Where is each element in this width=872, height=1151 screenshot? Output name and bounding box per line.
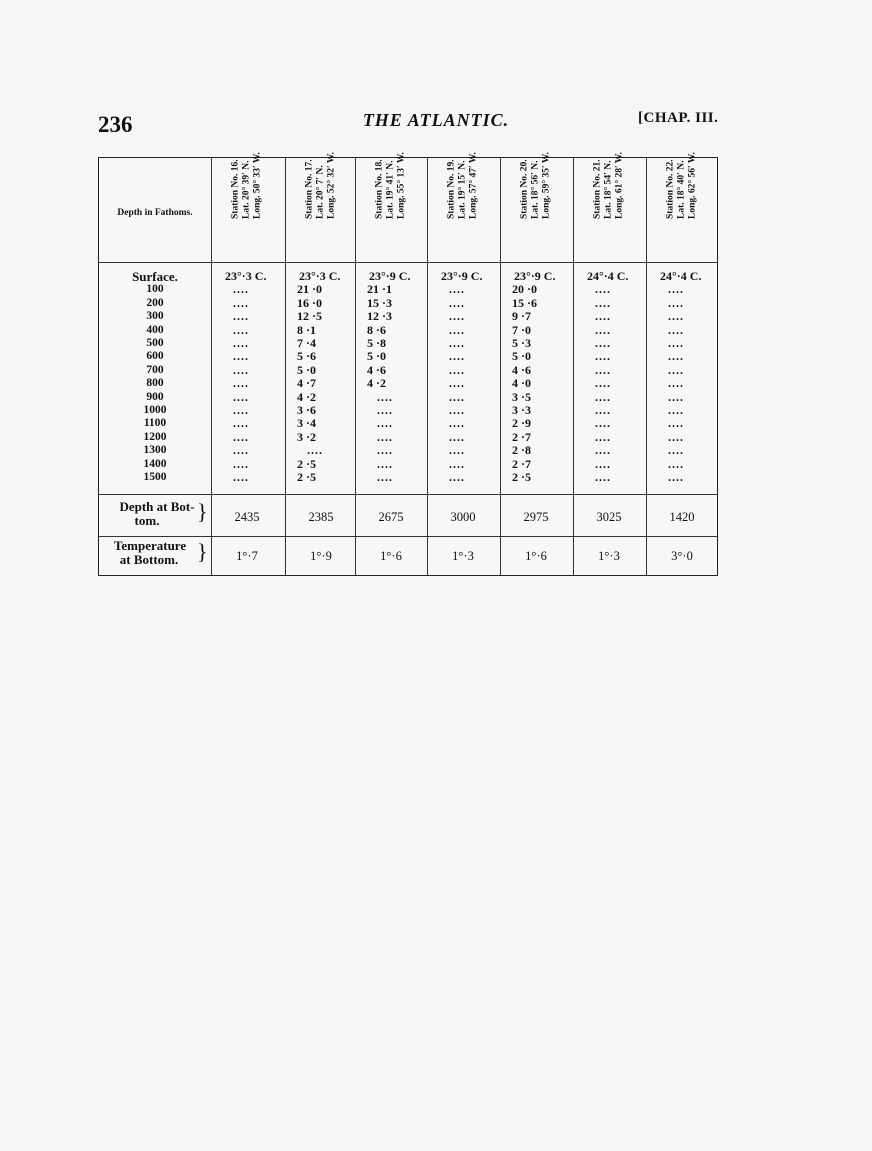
station-lat: Lat. 18° 56′ N. [530,160,541,219]
depth-temperature: 12 ·3 [367,309,393,324]
depth-temperature: 3 ·2 [297,429,317,444]
depth-label: Surface. [132,269,178,284]
station-header-text [375,152,408,219]
depth-temperature: 2 ·7 [512,429,532,444]
empty-cell: .... [595,403,611,417]
station-lat: Lat. 18° 40′ N. [676,160,687,219]
depth-label: 900 [146,390,164,403]
empty-cell: .... [595,309,611,324]
empty-cell: .... [595,456,611,471]
depth-temperature: 2 ·5 [512,470,532,484]
empty-cell: .... [233,429,249,444]
depth-label: 1500 [143,471,167,483]
temp-at-bottom-value: 1°·9 [310,549,332,563]
empty-cell: .... [233,309,249,324]
station-header [355,152,427,262]
empty-cell: .... [449,295,465,310]
station-station: Station No. 19. [446,159,457,219]
depth-temperature: 4 ·6 [512,362,532,377]
page-header [0,108,872,142]
header-rule [99,262,717,263]
depth-at-bottom-value: 1420 [669,510,695,524]
station-header [573,152,645,262]
station-header [500,152,572,262]
empty-cell: .... [595,470,611,484]
depth-at-bottom-value: 3000 [450,510,476,524]
depth-temperature: 16 ·0 [297,295,323,310]
empty-cell: .... [668,336,684,350]
empty-cell: .... [449,403,465,417]
station-header-text [593,152,626,219]
empty-cell: .... [233,349,249,364]
empty-cell: .... [377,429,393,444]
chapter-marker: [CHAP. III. [638,110,719,126]
empty-cell: .... [449,309,465,324]
depth-temperature: 5 ·6 [297,349,317,364]
empty-cell: .... [449,336,465,350]
station-lat: Lat. 20° 39′ N. [241,160,252,219]
empty-cell: .... [668,322,684,337]
empty-cell: .... [595,349,611,364]
empty-cell: .... [233,470,249,484]
empty-cell: .... [449,429,465,444]
empty-cell: .... [233,295,249,310]
empty-cell: .... [233,282,249,297]
depth-temperature: 3 ·5 [512,389,532,404]
depth-label: 1000 [143,404,167,416]
depth-temperature: 21 ·0 [297,282,323,297]
empty-cell: .... [668,456,684,471]
depth-temperature: 8 ·1 [297,322,317,337]
station-header-text [305,152,338,219]
depth-temperature: 2 ·7 [512,456,532,471]
depth-at-bottom-value: 2435 [234,510,260,524]
empty-cell: .... [377,470,393,484]
empty-cell: .... [595,416,611,431]
surface-temperature: 24°·4 C. [587,269,629,283]
depth-temperature: 7 ·0 [512,322,532,337]
empty-cell: .... [449,322,465,337]
station-header [211,152,283,262]
empty-cell: .... [668,403,684,417]
empty-cell: .... [449,389,465,404]
empty-cell: .... [449,416,465,431]
depth-temperature: 4 ·2 [367,376,387,391]
depth-temperature: 20 ·0 [512,282,538,297]
depth-temperature: 5 ·0 [512,349,532,364]
station-long: Long. 52° 32′ W. [326,152,337,219]
depth-temperature: 4 ·6 [367,362,387,377]
depth-temperature: 15 ·6 [512,295,538,310]
depth-at-bottom-value: 3025 [596,510,622,524]
empty-cell: .... [377,443,393,458]
depth-row-rule [99,536,717,537]
empty-cell: .... [377,416,393,431]
station-lat: Lat. 20° 7′ N. [315,165,326,219]
depth-label: 200 [146,296,164,309]
depth-temperature: 21 ·1 [367,282,393,297]
depth-label: 300 [146,310,164,323]
depth-label: 800 [146,377,164,390]
depth-temperature: 3 ·6 [297,403,317,417]
station-lat: Lat. 19° 15′ N. [457,160,468,219]
temp-at-bottom-value: 1°·3 [452,549,474,563]
body-rule [99,494,717,495]
surface-temperature: 23°·3 C. [299,269,341,283]
empty-cell: .... [449,376,465,391]
depth-temperature: 15 ·3 [367,295,393,310]
empty-cell: .... [233,416,249,431]
empty-cell: .... [449,362,465,377]
empty-cell: .... [377,403,393,417]
station-lat: Lat. 19° 41′ N. [385,160,396,219]
depth-temperature: 5 ·0 [297,362,317,377]
empty-cell: .... [595,376,611,391]
depth-label: 1200 [143,430,167,443]
station-header [285,152,357,262]
empty-cell: .... [307,443,323,458]
surface-temperature: 23°·3 C. [225,269,267,283]
depth-temperature: 9 ·7 [512,309,532,324]
station-header-text [520,152,553,219]
empty-cell: .... [377,456,393,471]
empty-cell: .... [668,389,684,404]
depth-temperature: 5 ·3 [512,336,532,350]
surface-temperature: 23°·9 C. [441,269,483,283]
empty-cell: .... [668,470,684,484]
temp-at-bottom-value: 1°·3 [598,549,620,563]
station-station: Station No. 22. [665,159,676,219]
empty-cell: .... [668,309,684,324]
empty-cell: .... [595,336,611,350]
depth-column-header: Depth in Fathoms. [117,208,193,218]
empty-cell: .... [595,322,611,337]
empty-cell: .... [595,282,611,297]
empty-cell: .... [233,403,249,417]
temperature-table [98,152,718,576]
station-header-text [231,152,264,219]
empty-cell: .... [233,456,249,471]
depth-temperature: 2 ·5 [297,456,317,471]
station-lat: Lat. 18° 54′ N. [603,160,614,219]
empty-cell: .... [233,443,249,458]
depth-temperature: 8 ·6 [367,322,387,337]
brace-icon: } [197,499,208,524]
empty-cell: .... [449,349,465,364]
station-header [427,152,499,262]
surface-temperature: 23°·9 C. [369,269,411,283]
empty-cell: .... [449,470,465,484]
depth-temperature: 5 ·8 [367,336,387,350]
temp-at-bottom-value: 3°·0 [671,549,693,563]
depth-at-bottom-value: 2385 [308,510,334,524]
depth-temperature: 12 ·5 [297,309,323,324]
station-long: Long. 62° 56′ W. [687,152,698,219]
empty-cell: .... [595,389,611,404]
page-number: 236 [98,112,133,137]
depth-temperature: 4 ·2 [297,389,317,404]
empty-cell: .... [668,362,684,377]
empty-cell: .... [449,282,465,297]
empty-cell: .... [233,322,249,337]
empty-cell: .... [233,376,249,391]
depth-at-bottom-label-2: tom. [134,513,160,528]
depth-temperature: 4 ·7 [297,376,317,391]
depth-temperature: 4 ·0 [512,376,532,391]
station-long: Long. 57° 47′ W. [468,152,479,219]
station-long: Long. 50° 33′ W. [252,152,263,219]
station-station: Station No. 17. [304,159,315,219]
empty-cell: .... [233,336,249,350]
depth-temperature: 7 ·4 [297,336,317,350]
temp-at-bottom-label-2: at Bottom. [119,552,179,567]
depth-label: 1100 [143,417,167,430]
empty-cell: .... [595,429,611,444]
depth-temperature: 2 ·5 [297,470,317,484]
station-station: Station No. 21. [592,159,603,219]
empty-cell: .... [668,282,684,297]
temp-at-bottom-value: 1°·6 [380,549,402,563]
station-station: Station No. 16. [230,159,241,219]
depth-at-bottom-value: 2975 [523,510,549,524]
station-long: Long. 55° 13′ W. [396,152,407,219]
station-header-text [666,152,699,219]
depth-temperature: 3 ·3 [512,403,532,417]
temp-at-bottom-value: 1°·6 [525,549,547,563]
empty-cell: .... [233,362,249,377]
depth-label: 600 [146,350,164,363]
depth-label: 500 [146,337,164,349]
station-header [646,152,718,262]
station-station: Station No. 20. [519,159,530,219]
station-station: Station No. 18. [374,159,385,219]
empty-cell: .... [449,443,465,458]
depth-label: 1400 [143,457,167,470]
surface-temperature: 24°·4 C. [660,269,702,283]
empty-cell: .... [595,295,611,310]
empty-cell: .... [668,349,684,364]
running-title: THE ATLANTIC. [362,110,510,130]
empty-cell: .... [668,295,684,310]
depth-label: 400 [146,323,164,336]
empty-cell: .... [595,443,611,458]
empty-cell: .... [449,456,465,471]
empty-cell: .... [233,389,249,404]
depth-label: 100 [146,283,164,296]
empty-cell: .... [668,376,684,391]
depth-temperature: 2 ·8 [512,443,532,458]
surface-temperature: 23°·9 C. [514,269,556,283]
station-header-text [447,152,480,219]
depth-at-bottom-label-1: Depth at Bot- [119,499,195,514]
station-long: Long. 59° 35′ W. [541,152,552,219]
depth-at-bottom-value: 2675 [378,510,404,524]
depth-label: 1300 [143,444,167,457]
depth-label: 700 [146,363,164,376]
empty-cell: .... [668,429,684,444]
empty-cell: .... [595,362,611,377]
empty-cell: .... [377,389,393,404]
temp-at-bottom-label-1: Temperature [113,538,187,553]
empty-cell: .... [668,443,684,458]
empty-cell: .... [668,416,684,431]
depth-temperature: 2 ·9 [512,416,532,431]
depth-temperature: 3 ·4 [297,416,317,431]
brace-icon: } [197,539,208,564]
station-long: Long. 61° 28′ W. [614,152,625,219]
temp-at-bottom-value: 1°·7 [236,549,258,563]
depth-temperature: 5 ·0 [367,349,387,364]
